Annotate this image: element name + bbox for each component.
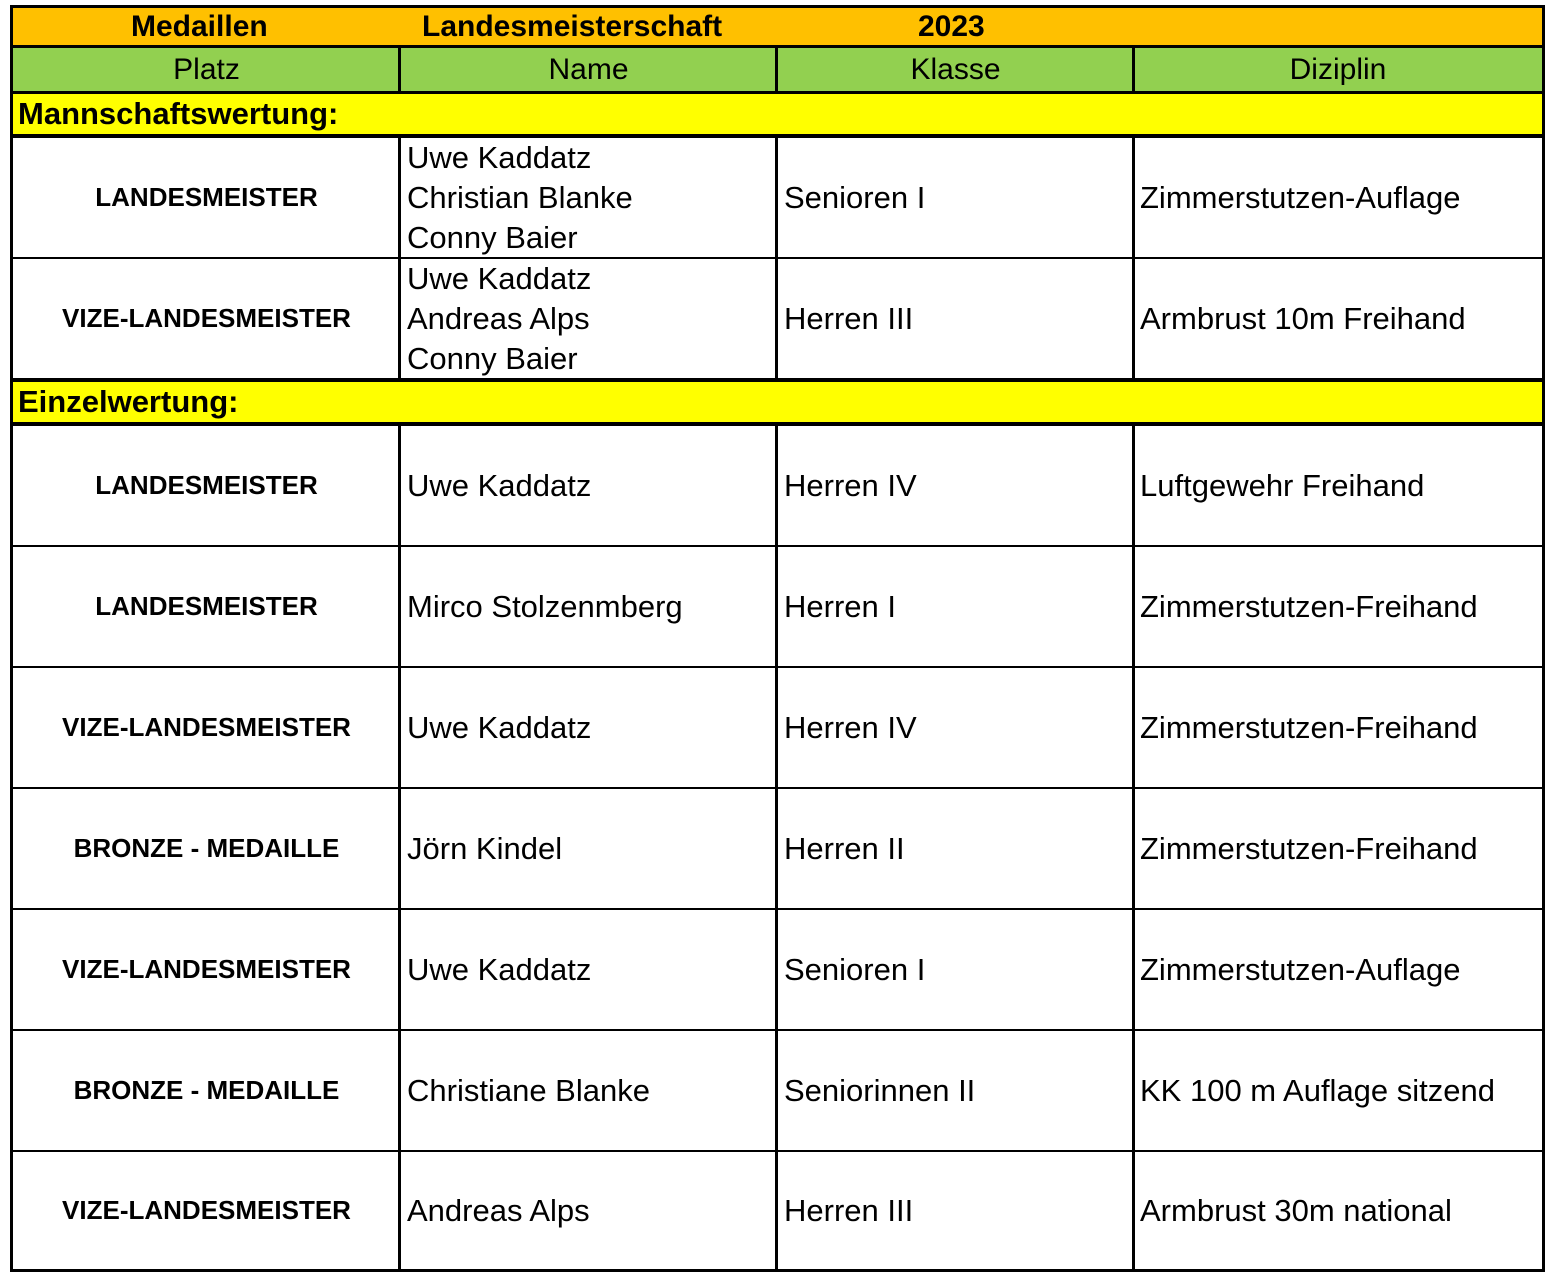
cell-klasse: Herren IV — [784, 467, 917, 503]
cell-name — [400, 138, 777, 257]
cell-disziplin: Armbrust 10m Freihand — [1140, 300, 1466, 336]
column-divider — [1132, 138, 1135, 382]
results-table — [10, 5, 1545, 1272]
cell-klasse: Herren IV — [784, 709, 917, 745]
cell-platz: VIZE-LANDESMEISTER — [62, 712, 351, 742]
title-medaillen: Medaillen — [131, 10, 268, 43]
column-divider — [398, 138, 401, 382]
cell-name: Uwe Kaddatz — [407, 709, 592, 745]
cell-name: Christiane Blanke — [407, 1072, 650, 1108]
cell-klasse: Herren I — [784, 588, 896, 624]
cell-disziplin: Zimmerstutzen-Freihand — [1140, 830, 1478, 866]
header-disziplin: Diziplin — [1289, 53, 1387, 86]
team-member: Conny Baier — [407, 219, 578, 255]
cell-klasse: Herren II — [784, 830, 905, 866]
cell-disziplin: Armbrust 30m national — [1140, 1192, 1452, 1228]
cell-name: Uwe Kaddatz — [407, 951, 592, 987]
section-team-label: Mannschaftswertung: — [18, 96, 339, 131]
cell-platz: LANDESMEISTER — [95, 470, 318, 500]
team-member: Uwe Kaddatz — [407, 260, 592, 296]
column-divider — [775, 48, 778, 94]
cell-disziplin: Zimmerstutzen-Auflage — [1140, 179, 1461, 215]
column-divider — [398, 426, 401, 1269]
cell-klasse: Herren III — [784, 300, 914, 336]
cell-platz: LANDESMEISTER — [95, 591, 318, 621]
section-team — [13, 94, 1542, 138]
cell-platz: BRONZE - MEDAILLE — [73, 833, 340, 863]
title-row — [13, 8, 1542, 48]
cell-platz: VIZE-LANDESMEISTER — [62, 1195, 351, 1225]
column-divider — [398, 48, 401, 94]
team-member: Conny Baier — [407, 340, 578, 376]
cell-name: Andreas Alps — [407, 1192, 590, 1228]
cell-disziplin: Zimmerstutzen-Freihand — [1140, 709, 1478, 745]
cell-name: Uwe Kaddatz — [407, 467, 592, 503]
cell-platz: VIZE-LANDESMEISTER — [62, 303, 351, 333]
title-year: 2023 — [918, 10, 985, 43]
title-championship: Landesmeisterschaft — [422, 10, 723, 43]
section-single — [13, 382, 1542, 426]
cell-platz: VIZE-LANDESMEISTER — [62, 954, 351, 984]
column-divider — [775, 426, 778, 1269]
column-divider — [775, 138, 778, 382]
header-klasse: Klasse — [910, 53, 1001, 86]
header-name: Name — [548, 53, 629, 86]
cell-name — [400, 259, 777, 378]
cell-name: Jörn Kindel — [407, 830, 563, 866]
header-platz: Platz — [173, 53, 240, 86]
column-divider — [1132, 426, 1135, 1269]
team-member: Andreas Alps — [407, 300, 590, 336]
cell-name: Mirco Stolzenmberg — [407, 588, 683, 624]
cell-klasse: Senioren I — [784, 179, 926, 215]
cell-klasse: Senioren I — [784, 951, 926, 987]
team-member: Uwe Kaddatz — [407, 139, 592, 175]
cell-klasse: Seniorinnen II — [784, 1072, 976, 1108]
cell-klasse: Herren III — [784, 1192, 914, 1228]
section-single-label: Einzelwertung: — [18, 384, 239, 419]
cell-disziplin: Luftgewehr Freihand — [1140, 467, 1425, 503]
cell-disziplin: Zimmerstutzen-Auflage — [1140, 951, 1461, 987]
column-divider — [1132, 48, 1135, 94]
cell-disziplin: KK 100 m Auflage sitzend — [1140, 1072, 1496, 1108]
cell-platz: LANDESMEISTER — [95, 182, 318, 212]
cell-disziplin: Zimmerstutzen-Freihand — [1140, 588, 1478, 624]
team-member: Christian Blanke — [407, 179, 633, 215]
cell-platz: BRONZE - MEDAILLE — [73, 1075, 340, 1105]
